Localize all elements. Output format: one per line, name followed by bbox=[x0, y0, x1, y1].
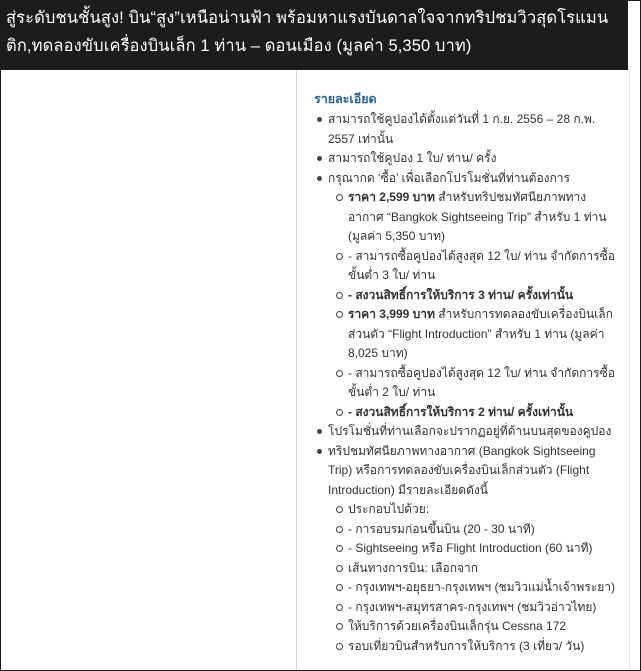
detail-subitem bbox=[348, 637, 619, 657]
detail-subitem bbox=[348, 539, 619, 559]
detail-subitem bbox=[348, 500, 619, 520]
detail-subitem-text: - Sightseeing หรือ Flight Introduction (60 นาที) bbox=[348, 541, 593, 555]
detail-subitem-text: ประกอบไปด้วย: bbox=[348, 502, 430, 516]
deal-title: สู่ระดับชนชั้นสูง! บิน“สูง”เหนือน่านฟ้า พร้อมหาแรงบันดาลใจจากทริปชมวิวสุดโรแมนติก,ทดลองขับเครื่องบินเล็ก 1 ท่าน – ดอนเมือง (มูลค่า 5,350 บาท) bbox=[6, 9, 609, 55]
detail-item bbox=[328, 422, 619, 442]
detail-subitem-emphasis: - สงวนสิทธิ์การให้บริการ 2 ท่าน/ ครั้งเท่านั้น bbox=[348, 404, 574, 419]
detail-item bbox=[328, 442, 619, 657]
detail-subitem-emphasis: ราคา 2,599 บาท bbox=[348, 190, 435, 204]
detail-subitem-emphasis: ราคา 3,999 บาท bbox=[348, 307, 435, 321]
detail-subitem-text: - กรุงเทพฯ-อยุธยา-กรุงเทพฯ (ชมวิวแม่น้ำเจ้าพระยา) bbox=[348, 580, 615, 594]
detail-item-text: สามารถใช้คูปอง 1 ใบ/ ท่าน/ ครั้ง bbox=[328, 151, 497, 165]
detail-item-text: ทริปชมทัศนียภาพทางอากาศ (Bangkok Sightseeing Trip) หรือการทดลองขับเครื่องบินเล็กส่วนตัว (Flight Introduction) มีรายละเอียดดังนี้ bbox=[328, 443, 596, 497]
detail-item-text: กรุณากด ‘ซื้อ’ เพื่อเลือกโปรโมชั่นที่ท่านต้องการ bbox=[328, 170, 570, 185]
detail-subitem bbox=[348, 286, 619, 306]
details-list bbox=[297, 110, 619, 656]
detail-sublist bbox=[328, 188, 619, 422]
header-edge bbox=[628, 1, 640, 70]
detail-subitem-text: - กรุงเทพฯ-สมุทรสาคร-กรุงเทพฯ (ชมวิวอ่าวไทย) bbox=[348, 599, 597, 614]
detail-subitem-text: ให้บริการด้วยเครื่องบินเล็กรุ่น Cessna 172 bbox=[348, 619, 567, 633]
detail-subitem bbox=[348, 520, 619, 540]
deal-header bbox=[1, 1, 628, 70]
detail-item-text: โปรโมชั่นที่ท่านเลือกจะปรากฏอยู่ที่ด้านบนสุดของคูปอง bbox=[328, 424, 612, 438]
detail-subitem bbox=[348, 305, 619, 364]
detail-subitem-text: รอบเที่ยวบินสำหรับการให้บริการ (3 เที่ยว/ วัน) bbox=[348, 638, 585, 653]
detail-subitem-text: สำหรับการทดลองขับเครื่องบินเล็กส่วนตัว “Flight Introduction” สำหรับ 1 ท่าน (มูลค่า 8,025 บาท) bbox=[348, 307, 613, 360]
detail-item bbox=[328, 169, 619, 423]
detail-sublist bbox=[328, 500, 619, 656]
detail-subitem bbox=[348, 617, 619, 637]
detail-subitem bbox=[348, 559, 619, 579]
detail-subitem-emphasis: - สงวนสิทธิ์การให้บริการ 3 ท่าน/ ครั้งเท่านั้น bbox=[348, 287, 574, 302]
details-panel bbox=[296, 70, 630, 670]
detail-item bbox=[328, 110, 619, 149]
detail-item bbox=[328, 149, 619, 169]
detail-subitem bbox=[348, 578, 619, 598]
details-heading: รายละเอียด bbox=[314, 92, 377, 106]
detail-subitem bbox=[348, 403, 619, 423]
detail-item-text: สามารถใช้คูปองได้ตั้งแต่วันที่ 1 ก.ย. 2556 – 28 ก.พ. 2557 เท่านั้น bbox=[328, 112, 596, 146]
detail-subitem bbox=[348, 247, 619, 286]
detail-subitem bbox=[348, 598, 619, 618]
detail-subitem-text: - สามารถซื้อคูปองได้สูงสุด 12 ใบ/ ท่าน จำกัดการซื้อขั้นต่ำ 3 ใบ/ ท่าน bbox=[348, 248, 615, 282]
detail-subitem bbox=[348, 364, 619, 403]
detail-subitem-text: - สามารถซื้อคูปองได้สูงสุด 12 ใบ/ ท่าน จำกัดการซื้อขั้นต่ำ 2 ใบ/ ท่าน bbox=[348, 365, 615, 399]
detail-subitem-text: สำหรับทริปชมทัศนียภาพทางอากาศ “Bangkok Sightseeing Trip” สำหรับ 1 ท่าน (มูลค่า 5,350 บาท) bbox=[348, 190, 607, 243]
right-scroll-strip bbox=[629, 70, 641, 670]
detail-subitem-text: เส้นทางการบิน: เลือกจาก bbox=[348, 560, 479, 575]
detail-subitem-text: - การอบรมก่อนขึ้นบิน (20 - 30 นาที) bbox=[348, 521, 535, 536]
detail-subitem bbox=[348, 188, 619, 247]
